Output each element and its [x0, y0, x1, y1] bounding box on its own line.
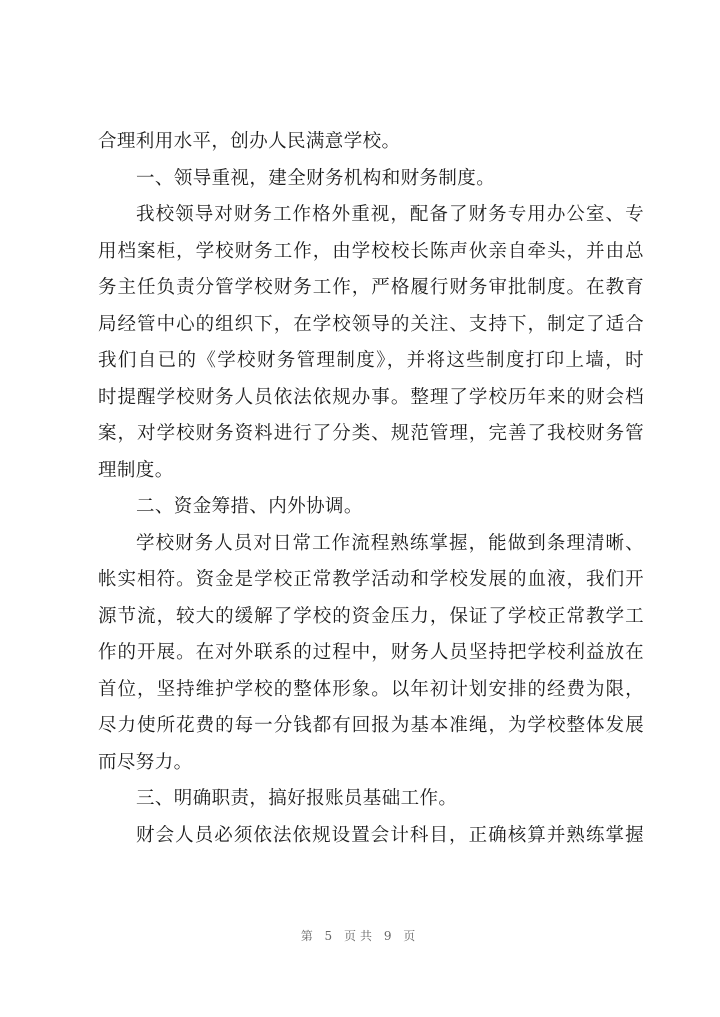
text-line: 首位，坚持维护学校的整体形象。以年初计划安排的经费为限，: [98, 678, 644, 700]
text-line: 帐实相符。资金是学校正常教学活动和学校发展的血液，我们开: [98, 569, 644, 590]
text-line: 财会人员必须依法依规设置会计科目，正确核算并熟练掌握: [136, 824, 644, 846]
text-line: 我校领导对财务工作格外重视，配备了财务专用办公室、专: [136, 204, 644, 225]
text-line: 局经管中心的组织下，在学校领导的关注、支持下，制定了适合: [98, 313, 644, 335]
text-line: 尽力使所花费的每一分钱都有回报为基本准绳，为学校整体发展: [98, 715, 644, 736]
text-line: 一、领导重视，建全财务机构和财务制度。: [136, 167, 496, 189]
text-line: 学校财务人员对日常工作流程熟练掌握，能做到条理清晰、: [136, 532, 644, 554]
page-footer: 第 5 页共 9 页: [300, 929, 420, 943]
text-line: 案，对学校财务资料进行了分类、规范管理，完善了我校财务管: [98, 423, 644, 444]
text-line: 三、明确职责，搞好报账员基础工作。: [136, 788, 458, 809]
body-text: [98, 124, 644, 854]
text-line: 时提醒学校财务人员依法依规办事。整理了学校历年来的财会档: [98, 386, 644, 408]
text-line: 合理利用水平，创办人民满意学校。: [98, 131, 401, 152]
text-line: 作的开展。在对外联系的过程中，财务人员坚持把学校利益放在: [98, 642, 644, 663]
text-line: 务主任负责分管学校财务工作，严格履行财务审批制度。在教育: [98, 277, 644, 298]
text-line: 我们自已的《学校财务管理制度》，并将这些制度打印上墙，时: [98, 350, 644, 371]
text-line: 而尽努力。: [98, 751, 193, 773]
text-line: 用档案柜，学校财务工作，由学校校长陈声伙亲自牵头，并由总: [98, 240, 644, 262]
text-line: 理制度。: [98, 459, 174, 481]
text-line: 二、资金筹措、内外协调。: [136, 496, 363, 517]
text-line: 源节流，较大的缓解了学校的资金压力，保证了学校正常教学工: [98, 605, 644, 627]
